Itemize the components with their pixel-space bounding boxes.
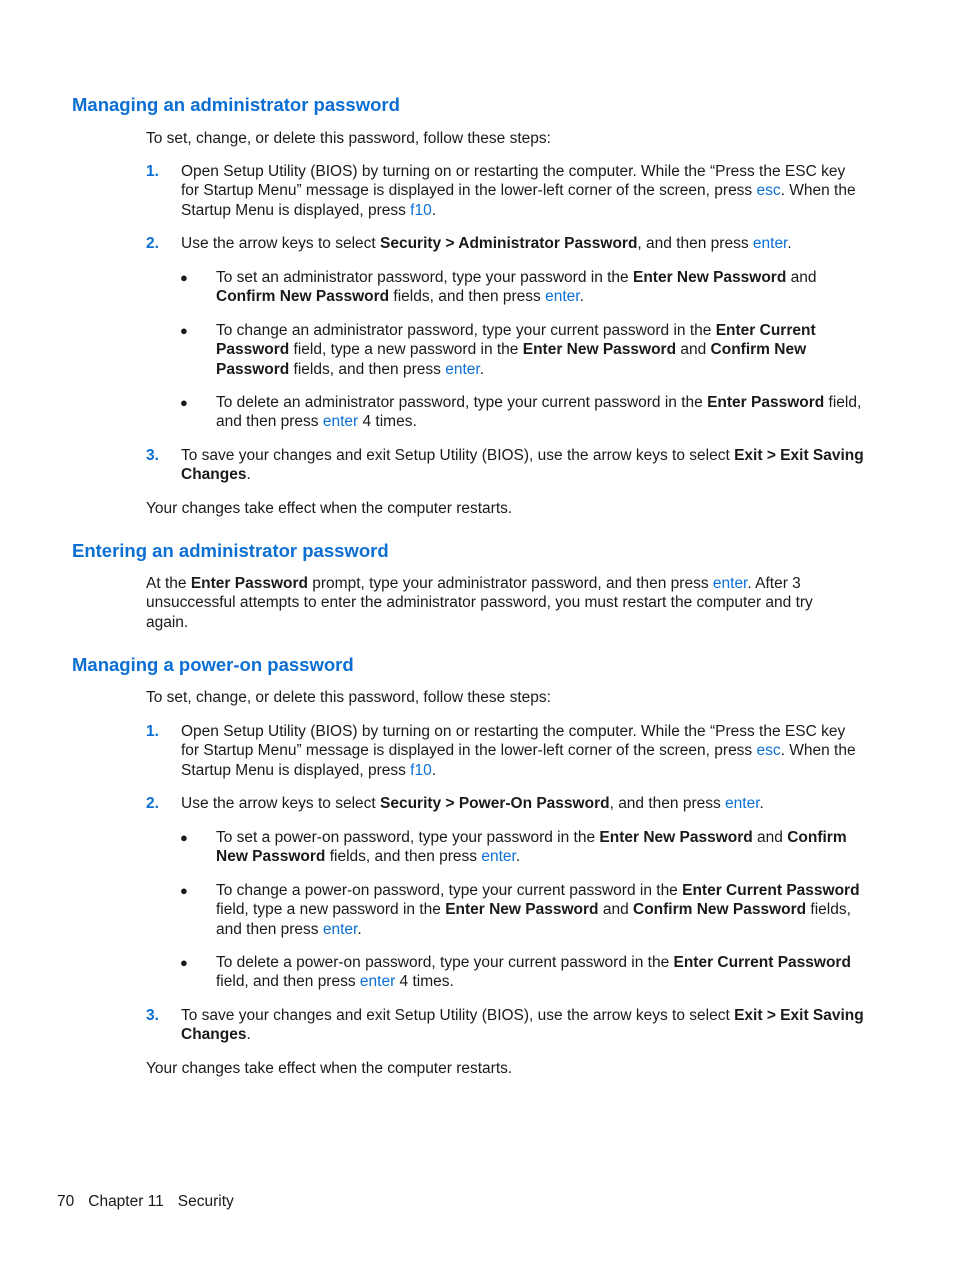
- bullet-icon: ●: [180, 883, 188, 898]
- field-name: Confirm New Password: [216, 288, 390, 306]
- text-run: .: [759, 795, 764, 812]
- text-run: field, and then press: [216, 394, 862, 431]
- text-run: , and then press: [637, 235, 753, 252]
- step-text: [181, 446, 866, 485]
- key-f10: f10: [410, 201, 432, 219]
- step-number: 1.: [146, 723, 159, 740]
- key-esc: esc: [756, 182, 781, 200]
- section-intro: To set, change, or delete this password, follow these steps:: [146, 689, 551, 706]
- step-1: [146, 162, 866, 220]
- text-run: . When the Startup Menu is displayed, press: [181, 742, 856, 779]
- heading-managing-admin-password: Managing an administrator password: [72, 94, 400, 115]
- field-name: Enter New Password: [445, 901, 599, 919]
- text-run: To save your changes and exit Setup Utility (BIOS), use the arrow keys to select: [181, 1007, 735, 1024]
- text-run: .: [246, 466, 251, 484]
- step-2: [146, 794, 866, 813]
- text-run: . When the Startup Menu is displayed, press: [181, 182, 856, 219]
- text-run: .: [357, 920, 362, 938]
- step-text: [181, 722, 866, 780]
- text-run: 4 times.: [358, 413, 417, 431]
- step-text: [181, 1006, 866, 1045]
- key-enter: enter: [359, 973, 396, 991]
- heading-managing-power-on-password: Managing a power-on password: [72, 654, 354, 675]
- bullet-text: [216, 828, 870, 867]
- text-run: field, type a new password in the: [289, 341, 523, 359]
- text-run: , and then press: [609, 795, 726, 812]
- text-run: Open Setup Utility (BIOS) by turning on or restarting the computer. While the “Press the ESC key for Startup Menu” message is displayed in the lower-left corner of the screen, press: [181, 163, 846, 200]
- menu-path: Exit > Exit Saving Changes: [181, 447, 864, 484]
- page-footer: [57, 1192, 248, 1211]
- bullet-set-password: [180, 268, 870, 307]
- field-name: Enter Password: [190, 575, 308, 592]
- menu-path: Security > Administrator Password: [380, 235, 638, 252]
- text-run: .: [787, 235, 792, 252]
- bullet-icon: ●: [180, 323, 188, 338]
- section-label: Security: [177, 1193, 234, 1210]
- chapter-label: Chapter 11: [88, 1193, 164, 1210]
- text-run: prompt, type your administrator password, and then press: [307, 575, 713, 592]
- step-number: 2.: [146, 235, 159, 252]
- bullet-text: [216, 321, 870, 379]
- text-run: To save your changes and exit Setup Utility (BIOS), use the arrow keys to select: [181, 447, 735, 464]
- key-enter: enter: [322, 920, 358, 938]
- section-intro: To set, change, or delete this password, follow these steps:: [146, 130, 551, 147]
- key-enter: enter: [712, 575, 748, 592]
- field-name: Enter Current Password: [682, 882, 860, 899]
- field-name: Enter Password: [707, 394, 825, 411]
- text-run: and: [676, 341, 711, 359]
- text-run: field, type a new password in the: [216, 901, 446, 919]
- text-run: To set a power-on password, type your password in the: [216, 829, 600, 846]
- text-run: fields, and then press: [325, 848, 482, 866]
- field-name: Enter New Password: [522, 341, 677, 359]
- step-2: [146, 234, 866, 253]
- menu-path: Exit > Exit Saving Changes: [181, 1007, 864, 1044]
- step-number: 1.: [146, 163, 159, 180]
- heading-entering-admin-password: Entering an administrator password: [72, 540, 389, 561]
- bullet-delete-password: [180, 393, 870, 432]
- step-number: 3.: [146, 447, 159, 464]
- bullet-icon: ●: [180, 270, 188, 285]
- bullet-delete-password: [180, 953, 870, 992]
- text-run: fields, and then press: [216, 901, 851, 938]
- bullet-text: [216, 881, 870, 939]
- bullet-text: [216, 953, 870, 992]
- text-run: To change an administrator password, type your current password in the: [216, 322, 716, 339]
- text-run: field, and then press: [216, 973, 360, 991]
- step-1: [146, 722, 866, 780]
- text-run: Use the arrow keys to select: [181, 795, 380, 812]
- text-run: To set an administrator password, type your password in the: [216, 269, 633, 286]
- text-run: and: [598, 901, 633, 919]
- menu-path: Security > Power-On Password: [380, 795, 610, 812]
- text-run: and: [752, 829, 788, 846]
- text-run: At the: [146, 575, 191, 592]
- bullet-icon: ●: [180, 395, 188, 410]
- text-run: .: [515, 848, 521, 866]
- step-text: [181, 794, 866, 813]
- key-enter: enter: [322, 413, 359, 431]
- field-name: Enter Current Password: [673, 954, 851, 971]
- text-run: fields, and then press: [289, 360, 446, 378]
- text-run: .: [431, 761, 437, 779]
- key-enter: enter: [725, 795, 760, 812]
- bullet-set-password: [180, 828, 870, 867]
- field-name: Confirm New Password: [216, 341, 807, 378]
- section-outro: Your changes take effect when the computer restarts.: [146, 1060, 513, 1077]
- step-text: [181, 162, 866, 220]
- text-run: .: [579, 288, 584, 306]
- text-run: To delete a power-on password, type your current password in the: [216, 954, 674, 971]
- text-run: and: [786, 269, 817, 286]
- field-name: Confirm New Password: [633, 901, 807, 919]
- text-run: To delete an administrator password, type your current password in the: [216, 394, 708, 411]
- key-f10: f10: [410, 761, 432, 779]
- text-run: .: [246, 1026, 251, 1044]
- step-3: [146, 446, 866, 485]
- bullet-text: [216, 393, 870, 432]
- text-run: To change a power-on password, type your current password in the: [216, 882, 683, 899]
- key-enter: enter: [752, 235, 788, 252]
- text-run: Use the arrow keys to select: [181, 235, 380, 252]
- bullet-text: [216, 268, 870, 307]
- field-name: Enter New Password: [599, 829, 753, 846]
- field-name: Enter New Password: [632, 269, 787, 286]
- step-number: 2.: [146, 795, 159, 812]
- section-outro: Your changes take effect when the computer restarts.: [146, 500, 513, 517]
- text-run: . After 3 unsuccessful attempts to enter the administrator password, you must restart the computer and try again.: [146, 575, 813, 631]
- key-esc: esc: [756, 742, 781, 760]
- bullet-icon: ●: [180, 830, 188, 845]
- text-run: Open Setup Utility (BIOS) by turning on or restarting the computer. While the “Press the ESC key for Startup Menu” message is displayed in the lower-left corner of the screen, press: [181, 723, 846, 760]
- page-number: 70: [57, 1193, 75, 1210]
- step-number: 3.: [146, 1007, 159, 1024]
- text-run: fields, and then press: [389, 288, 546, 306]
- key-enter: enter: [445, 360, 480, 378]
- text-run: .: [431, 201, 437, 219]
- field-name: Enter Current Password: [216, 322, 816, 359]
- text-run: .: [479, 360, 484, 378]
- step-text: [181, 234, 866, 253]
- bullet-icon: ●: [180, 955, 188, 970]
- step-3: [146, 1006, 866, 1045]
- field-name: Confirm New Password: [216, 829, 847, 866]
- key-enter: enter: [545, 288, 580, 306]
- bullet-change-password: [180, 321, 870, 379]
- key-enter: enter: [481, 848, 516, 866]
- bullet-change-password: [180, 881, 870, 939]
- text-run: 4 times.: [395, 973, 454, 991]
- section-body: [146, 574, 846, 632]
